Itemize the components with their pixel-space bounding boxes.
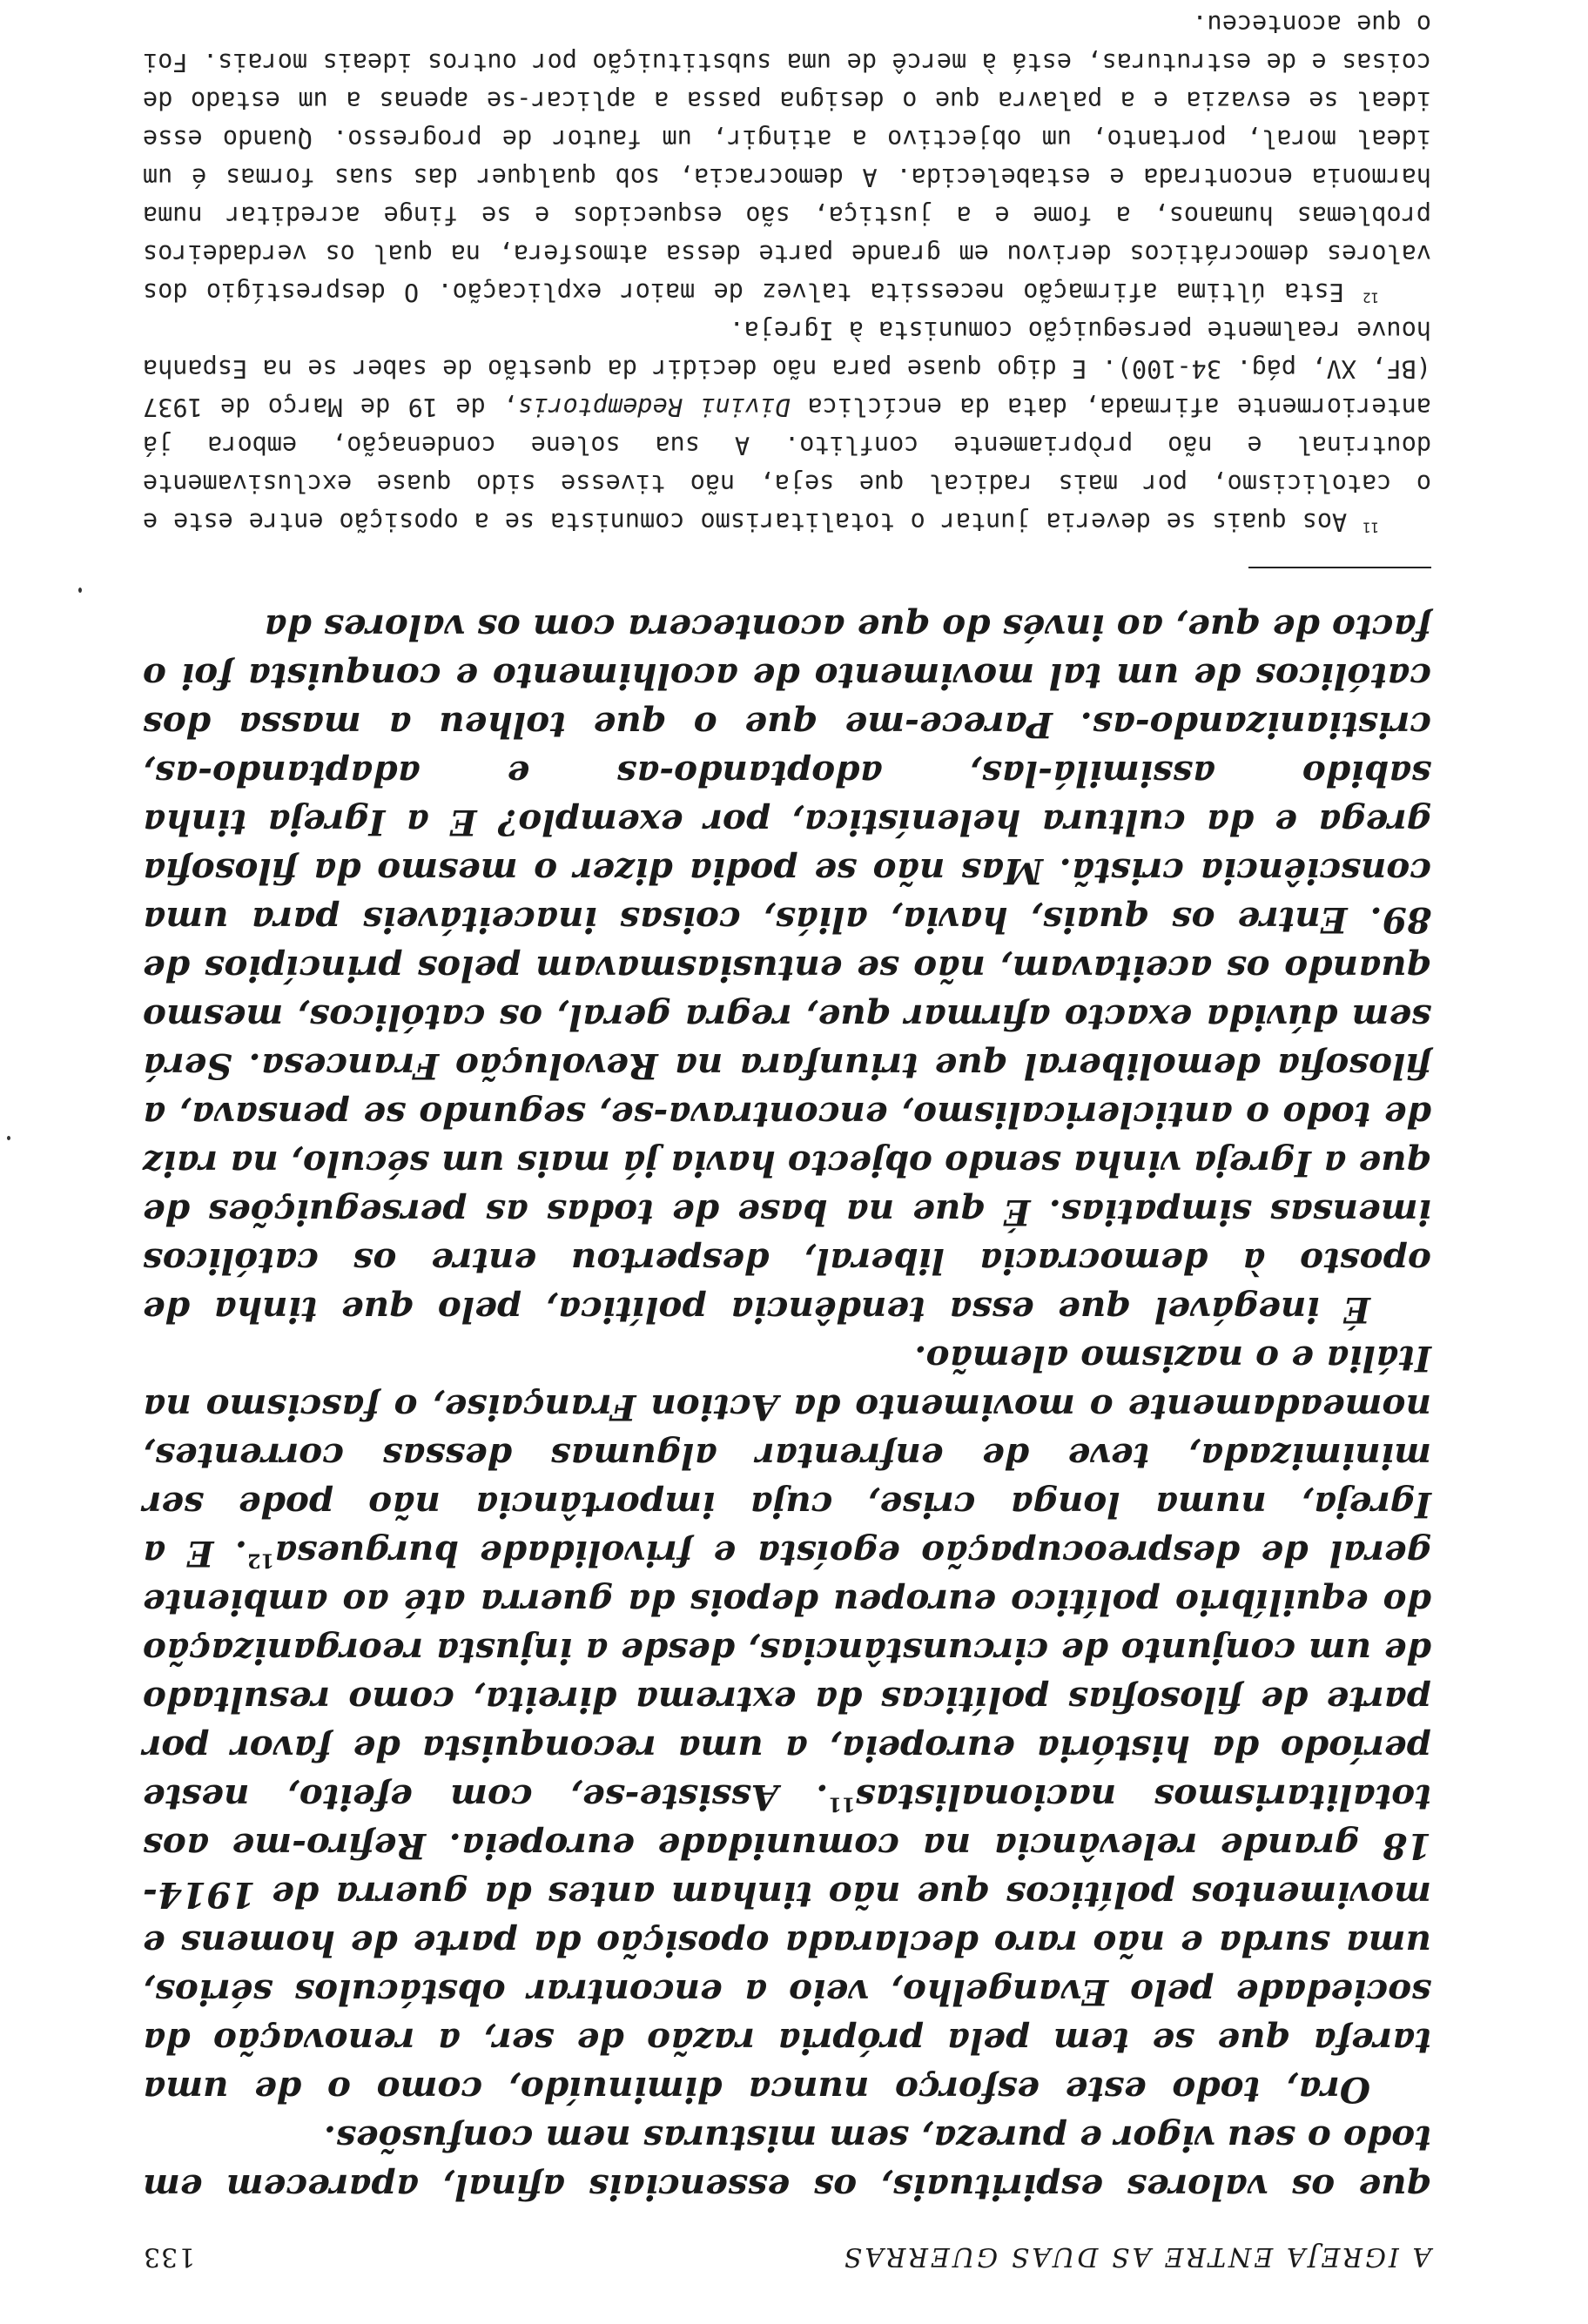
running-title: A IGREJA ENTRE AS DUAS GUERRAS bbox=[841, 2241, 1431, 2272]
page-number: 133 bbox=[143, 2241, 196, 2272]
footnote-ref-12: 12 bbox=[246, 1548, 274, 1572]
page-content bbox=[143, 4, 1431, 2272]
footnote-mark: 12 bbox=[1363, 289, 1379, 306]
encyclical-title: Divini Redemptoris bbox=[518, 393, 791, 421]
paragraph-text: . Assiste-se, com efeito, neste período da história europeia, a uma reconquista de favor por parte de filosofias políticas da extrema direita, como resultado de um conjunto de circunstâncias, desde a injusta reorganização do equilíbrio político europeu depois da guerra até ao ambiente geral de despreocupação egoísta e frivolidade burguesa bbox=[142, 1533, 1431, 1818]
footnotes bbox=[143, 4, 1431, 541]
footnote-12 bbox=[143, 4, 1431, 311]
paragraph-text: Ora, todo este esforço nunca diminuído, como o de uma tarefa que se tem pela própria razão de ser, a renovação da sociedade pelo Evangelho, veio a encontrar obstáculos sérios, uma surda e não raro declarada oposição da parte de homens e movimentos políticos que não tinham antes da guerra de 1914-18 grande relevância na comunidade europeia. Refiro-me aos totalitarismos nacionalistas bbox=[143, 1777, 1431, 2111]
scan-speck bbox=[78, 588, 82, 593]
paragraph-continued: que os valores espirituais, os essenciais afinal, aparecem em todo o seu vigor e pureza, sem misturas nem confusões. bbox=[143, 2118, 1431, 2208]
footnote-text: , de 19 de Março de 1937 (BF, XV, pág. 34-100). E digo quase para não decidir da questão de saber se na Espanha houve realmente perseguição comunista à Igreja. bbox=[143, 316, 1431, 421]
scan-speck bbox=[7, 1136, 10, 1140]
paragraph-text: . E a Igreja, numa longa crise, cuja importância não pode ser minimizada, teve de enfrentar algumas dessas correntes, nomeadamente o movimento da Action Française, o fascismo na Itália e o nazismo alemão. bbox=[143, 1338, 1431, 1575]
footnote-separator bbox=[1248, 567, 1431, 568]
footnote-text: Aos quais se deveria juntar o totalitarismo comunista se a oposição entre este e o catolicismo, por mais radical que seja, não tivesse sido quase exclusivamente doutrinal e não pròpriamente conflito. A sua solene condenação, embora já anteriormente afirmada, data da encíclica bbox=[143, 393, 1431, 536]
running-header bbox=[143, 2241, 1431, 2272]
footnote-11 bbox=[143, 311, 1431, 541]
footnote-text: Esta última afirmação necessita talvez de maior explicação. O desprestígio dos valores democráticos derivou em grande parte dessa atmosfera, na qual os verdadeiros problemas humanos, a fome e a justiça, são esquecidos e se finge acreditar numa harmonia encontrada e estabelecida. A democracia, sob qualquer das suas formas é um ideal moral, portanto, um objectivo a atingir, um fautor de progresso. Quando esse ideal se esvazia e a palavra que o designa passa a aplicar-se apenas a um estado de coisas e de estruturas, está à mercê de uma substituição por outros ideais morais. Foi o que aconteceu. bbox=[143, 10, 1431, 306]
footnote-mark: 11 bbox=[1363, 519, 1379, 536]
paragraph-totalitarianism bbox=[143, 1334, 1431, 2114]
paragraph-democracy: É inegável que essa tendência política, pelo que tinha de oposto à democracia liberal, despertou entre os católicos imensas simpatias. É que na base de todas as perseguições de que a Igreja vinha sendo objecto havia já mais um século, na raiz de todo o anticlericalismo, encontrava-se, segundo se pensava, a filosofia demoliberal que triunfara na Revolução Francesa. Será sem dúvida exacto afirmar que, regra geral, os católicos, mesmo quando os aceitavam, não se entusiasmavam pelos princípios de 89. Entre os quais, havia, aliás, coisas inaceitáveis para uma consciência cristã. Mas não se podia dizer o mesmo da filosofia grega e da cultura helenística, por exemplo? E a Igreja tinha sabido assimilá-las, adoptando-as e adaptando-as, cristianizando-as. Parece-me que o que tolheu a massa dos católicos de um tal movimento de acolhimento e conquista foi o facto de que, ao invés do que acontecera com os valores da bbox=[143, 607, 1431, 1331]
main-text bbox=[143, 603, 1431, 2212]
footnote-ref-11: 11 bbox=[828, 1792, 856, 1816]
